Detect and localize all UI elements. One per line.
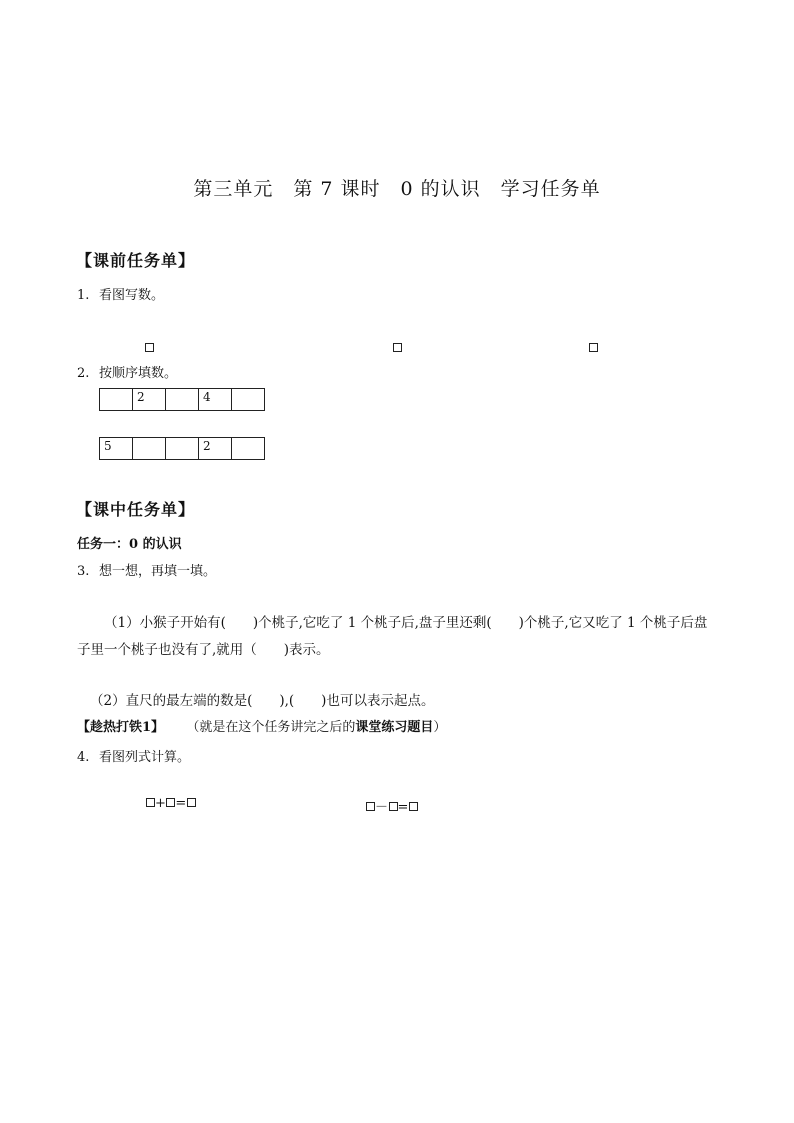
question-number: 1. <box>77 288 90 303</box>
in-class-heading: 【课中任务单】 <box>76 500 196 519</box>
answer-box[interactable] <box>145 343 154 352</box>
sequence-cell[interactable] <box>166 438 199 460</box>
pre-task-heading: 【课前任务单】 <box>76 251 196 270</box>
sequence-cell[interactable] <box>100 389 133 411</box>
equals-sign: = <box>175 796 187 811</box>
q3-part1-line1: （1）小猴子开始有( )个桃子,它吃了 1 个桃子后,盘子里还剩( )个桃子,它又吃了 1 个桃子后盘 <box>104 615 708 631</box>
answer-box[interactable] <box>393 343 402 352</box>
subtraction-equation <box>366 796 418 815</box>
question-number: 2. <box>77 366 90 381</box>
practice-note-bold: 课堂练习题目 <box>355 720 434 735</box>
practice-note-suffix: ） <box>433 720 447 735</box>
answer-box[interactable] <box>389 802 398 811</box>
question-text: 想一想，再填一填。 <box>99 564 217 579</box>
practice-label: 【趁热打铁1】 <box>77 720 165 735</box>
minus-sign: － <box>375 800 389 815</box>
question-number: 3. <box>77 564 90 579</box>
q3-part1-line2: 子里一个桃子也没有了,就用（ )表示。 <box>77 642 330 658</box>
sequence-cell: 5 <box>100 438 133 460</box>
question-number: 4. <box>77 750 90 765</box>
addition-equation <box>146 796 196 811</box>
sequence-cell[interactable] <box>232 438 265 460</box>
task-1-title: 任务一：0 的认识 <box>77 537 182 552</box>
sequence-row-1 <box>99 388 265 411</box>
sequence-cell: 2 <box>133 389 166 411</box>
q3-part2: （2）直尺的最左端的数是( ),( )也可以表示起点。 <box>90 693 435 709</box>
question-text: 看图写数。 <box>99 288 165 303</box>
answer-box[interactable] <box>146 798 155 807</box>
answer-box[interactable] <box>409 802 418 811</box>
sequence-cell[interactable] <box>133 438 166 460</box>
practice-note-prefix: （就是在这个任务讲完之后的 <box>186 720 356 735</box>
answer-box[interactable] <box>589 343 598 352</box>
question-3 <box>77 560 216 579</box>
question-text: 按顺序填数。 <box>99 366 178 381</box>
sequence-cell[interactable] <box>166 389 199 411</box>
question-1 <box>77 284 164 303</box>
plus-sign: + <box>155 796 167 811</box>
sequence-cell: 2 <box>199 438 232 460</box>
sequence-cell: 4 <box>199 389 232 411</box>
sequence-row-2 <box>99 437 265 460</box>
question-2 <box>77 362 177 381</box>
sequence-cell[interactable] <box>232 389 265 411</box>
question-4 <box>77 746 190 765</box>
page-title: 第三单元 第 7 课时 0 的认识 学习任务单 <box>193 178 601 200</box>
equals-sign: = <box>397 800 409 815</box>
answer-box[interactable] <box>187 798 196 807</box>
practice-line <box>77 716 446 735</box>
answer-box[interactable] <box>166 798 175 807</box>
question-text: 看图列式计算。 <box>99 750 191 765</box>
answer-box[interactable] <box>366 802 375 811</box>
